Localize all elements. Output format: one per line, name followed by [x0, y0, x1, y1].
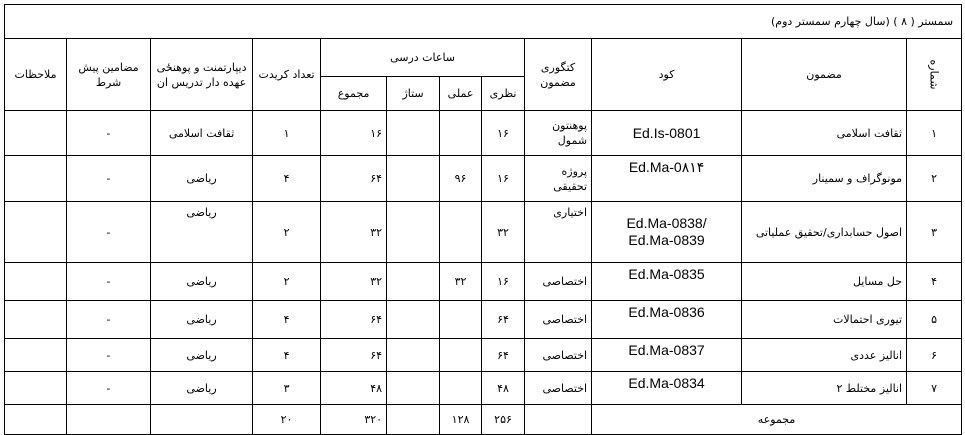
table-row: [5, 301, 962, 339]
cell-credits: ۴: [253, 156, 321, 202]
cell-code: Ed.Ma-0837: [592, 339, 742, 372]
cell-category: اختصاصی: [525, 263, 592, 301]
cell-theory: ۶۴: [482, 339, 525, 372]
table-row: [5, 156, 962, 202]
table-row: [5, 202, 962, 263]
table-row: [5, 372, 962, 405]
cell-theory: ۱۶: [482, 111, 525, 156]
cell-internship: [387, 263, 440, 301]
cell-internship: [387, 202, 440, 263]
cell-notes: [5, 111, 67, 156]
totals-theory: ۲۵۶: [482, 405, 525, 435]
cell-category: اختیاری: [525, 202, 592, 263]
cell-num: ۱: [907, 111, 962, 156]
cell-department: ریاضی: [151, 263, 253, 301]
cell-total: ۶۴: [321, 156, 387, 202]
cell-code: Ed.Ma-0834: [592, 372, 742, 405]
cell-credits: ۲: [253, 202, 321, 263]
cell-total: ۳۲: [321, 263, 387, 301]
cell-credits: ۳: [253, 372, 321, 405]
header-credits: تعداد کریدت: [253, 39, 321, 111]
cell-notes: [5, 202, 67, 263]
cell-department: ریاضی: [151, 372, 253, 405]
cell-subject: انالیز عددی: [742, 339, 907, 372]
header-category: کتگوری مضمون: [525, 39, 592, 111]
cell-category: پروژه تحقیقی: [525, 156, 592, 202]
cell-prerequisite: -: [67, 263, 151, 301]
cell-internship: [387, 301, 440, 339]
header-total: مجموع: [321, 77, 387, 111]
cell-prerequisite: -: [67, 111, 151, 156]
title-row: [5, 5, 962, 39]
cell-practical: [440, 111, 482, 156]
cell-num: ۴: [907, 263, 962, 301]
table-row: [5, 339, 962, 372]
table-row: [5, 111, 962, 156]
cell-department: ریاضی: [151, 156, 253, 202]
cell-prerequisite: -: [67, 156, 151, 202]
cell-notes: [5, 301, 67, 339]
cell-subject: ثقافت اسلامی: [742, 111, 907, 156]
header-notes: ملاحظات: [5, 39, 67, 111]
cell-credits: ۲: [253, 263, 321, 301]
cell-notes: [5, 156, 67, 202]
cell-code: Ed.Is-0801: [592, 111, 742, 156]
cell-subject: اصول حسابداری/تحقیق عملیاتی: [742, 202, 907, 263]
cell-num: ۷: [907, 372, 962, 405]
cell-subject: تیوری احتمالات: [742, 301, 907, 339]
cell-code: Ed.Ma-0۸۱۴: [592, 156, 742, 202]
cell-practical: [440, 202, 482, 263]
header-practical: عملی: [440, 77, 482, 111]
cell-category: اختصاصی: [525, 372, 592, 405]
cell-internship: [387, 372, 440, 405]
cell-num: ۲: [907, 156, 962, 202]
totals-practical: ۱۲۸: [440, 405, 482, 435]
cell-num: ۳: [907, 202, 962, 263]
cell-total: ۱۶: [321, 111, 387, 156]
header-subject: مضمون: [742, 39, 907, 111]
cell-notes: [5, 339, 67, 372]
cell-theory: ۱۶: [482, 263, 525, 301]
totals-total: ۳۲۰: [321, 405, 387, 435]
cell-category: اختصاصی: [525, 301, 592, 339]
table-title: سمستر ( ۸ ) (سال چهارم سمستر دوم): [5, 5, 962, 39]
cell-prerequisite: -: [67, 339, 151, 372]
cell-practical: [440, 372, 482, 405]
curriculum-document: [4, 4, 961, 435]
cell-internship: [387, 111, 440, 156]
cell-code: Ed.Ma-0838/ Ed.Ma-0839: [592, 202, 742, 263]
header-row: [5, 39, 962, 77]
cell-code: Ed.Ma-0836: [592, 301, 742, 339]
cell-theory: ۴۸: [482, 372, 525, 405]
cell-theory: ۶۴: [482, 301, 525, 339]
cell-department: ریاضی: [151, 339, 253, 372]
header-prerequisite: مضامین پیش شرط: [67, 39, 151, 111]
cell-department: ریاضی: [151, 202, 253, 263]
header-internship: ستاژ: [387, 77, 440, 111]
semester-table: [4, 4, 962, 435]
cell-category: پوهنتون شمول: [525, 111, 592, 156]
cell-credits: ۴: [253, 301, 321, 339]
cell-subject: حل مسایل: [742, 263, 907, 301]
cell-notes: [5, 372, 67, 405]
cell-total: ۳۲: [321, 202, 387, 263]
cell-category: اختصاصی: [525, 339, 592, 372]
cell-num: ۶: [907, 339, 962, 372]
cell-internship: [387, 339, 440, 372]
cell-num: ۵: [907, 301, 962, 339]
totals-credits: ۲۰: [253, 405, 321, 435]
cell-subject: انالیز مختلط ۲: [742, 372, 907, 405]
cell-theory: ۳۲: [482, 202, 525, 263]
cell-practical: [440, 339, 482, 372]
cell-total: ۴۸: [321, 372, 387, 405]
cell-credits: ۴: [253, 339, 321, 372]
header-theory: نظری: [482, 77, 525, 111]
cell-internship: [387, 156, 440, 202]
cell-prerequisite: -: [67, 372, 151, 405]
table-row: [5, 263, 962, 301]
cell-department: ریاضی: [151, 301, 253, 339]
cell-total: ۶۴: [321, 339, 387, 372]
cell-practical: ۳۲: [440, 263, 482, 301]
totals-label: مجموعه: [592, 405, 962, 435]
cell-total: ۶۴: [321, 301, 387, 339]
cell-code: Ed.Ma-0835: [592, 263, 742, 301]
cell-theory: ۱۶: [482, 156, 525, 202]
cell-prerequisite: -: [67, 301, 151, 339]
header-code: کود: [592, 39, 742, 111]
cell-practical: [440, 301, 482, 339]
header-department: دیپارتمنت و پوهنځی عهده دار تدریس ان: [151, 39, 253, 111]
cell-notes: [5, 263, 67, 301]
cell-subject: مونوگراف و سمینار: [742, 156, 907, 202]
cell-prerequisite: -: [67, 202, 151, 263]
header-number: شماره: [907, 39, 962, 111]
cell-practical: ۹۶: [440, 156, 482, 202]
cell-department: ثقافت اسلامی: [151, 111, 253, 156]
header-hours: ساعات درسی: [321, 39, 525, 77]
cell-credits: ۱: [253, 111, 321, 156]
